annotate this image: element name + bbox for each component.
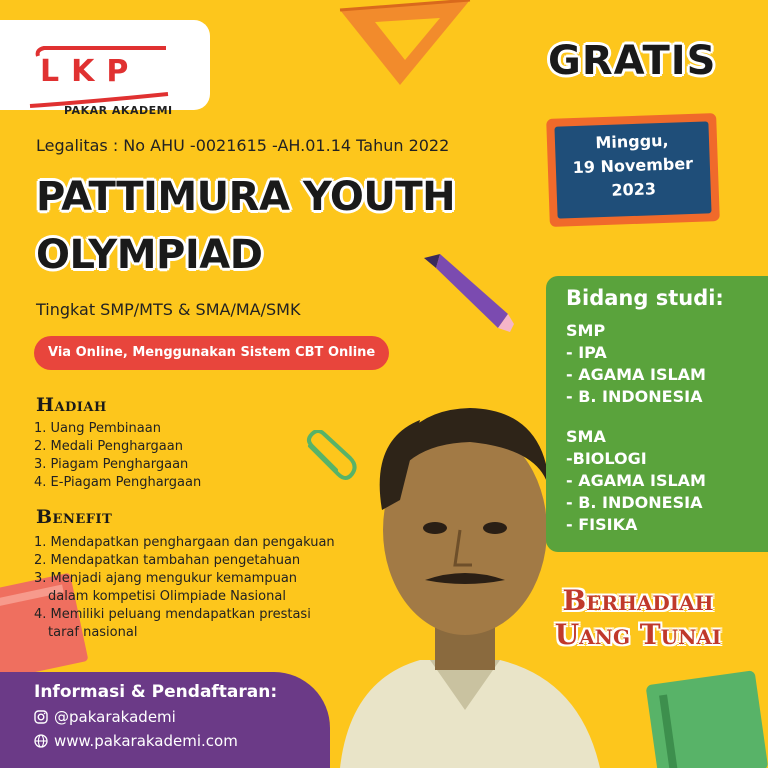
list-item: - B. INDONESIA — [566, 387, 703, 406]
cash-prize-line2: Uang Tunai — [554, 618, 722, 651]
list-item: - AGAMA ISLAM — [566, 365, 706, 384]
via-online-pill: Via Online, Menggunakan Sistem CBT Online — [34, 336, 389, 370]
hadiah-heading: Hadiah — [36, 394, 107, 416]
globe-icon — [34, 734, 48, 748]
list-item: - IPA — [566, 343, 607, 362]
info-title: Informasi & Pendaftaran: — [34, 682, 278, 702]
hadiah-list — [34, 420, 201, 492]
instagram-handle: @pakarakademi — [54, 708, 176, 726]
bidang-studi-panel — [546, 276, 768, 552]
date-date: 19 November — [572, 153, 694, 178]
list-item: -BIOLOGI — [566, 449, 647, 468]
website-link[interactable] — [34, 732, 238, 750]
event-title — [36, 168, 455, 284]
event-title-line1: PATTIMURA YOUTH — [36, 174, 456, 220]
list-item: 2. Mendapatkan tambahan pengetahuan — [34, 553, 301, 568]
legal-text: Legalitas : No AHU -0021615 -AH.01.14 Tahun 2022 — [36, 136, 450, 155]
spacer — [566, 408, 706, 426]
logo-subtitle: PAKAR AKADEMI — [64, 104, 173, 117]
list-item: - B. INDONESIA — [566, 493, 703, 512]
logo-letters — [40, 54, 134, 89]
list-item: 1. Uang Pembinaan — [34, 421, 161, 436]
benefit-heading: Benefit — [36, 506, 113, 528]
website-url: www.pakarakademi.com — [54, 732, 238, 750]
book-icon — [642, 668, 768, 768]
cash-prize-line1: Berhadiah — [562, 584, 714, 617]
list-item: - FISIKA — [566, 515, 638, 534]
cash-prize-label — [536, 584, 740, 652]
list-item: dalam kompetisi Olimpiade Nasional — [48, 589, 286, 604]
bidang-title: Bidang studi: — [566, 286, 724, 310]
list-item: 2. Medali Penghargaan — [34, 439, 183, 454]
list-item: 4. E-Piagam Penghargaan — [34, 475, 202, 490]
list-item: 3. Menjadi ajang mengukur kemampuan — [34, 571, 298, 586]
logo — [0, 20, 210, 117]
gratis-label: GRATIS — [548, 38, 717, 84]
list-item: 3. Piagam Penghargaan — [34, 457, 189, 472]
list-item: 1. Mendapatkan penghargaan dan pengakuan — [34, 535, 335, 550]
instagram-icon — [34, 710, 48, 724]
logo-letter: L — [40, 54, 66, 89]
date-year: 2023 — [611, 179, 657, 200]
triangle-ruler-icon — [330, 0, 480, 90]
logo-letter: P — [106, 54, 135, 89]
instagram-link[interactable] — [34, 708, 176, 726]
sma-label: SMA — [566, 427, 606, 446]
logo-letter: K — [71, 54, 101, 89]
date-board — [546, 113, 720, 227]
date-text — [554, 121, 711, 218]
list-item: - AGAMA ISLAM — [566, 471, 706, 490]
level-text: Tingkat SMP/MTS & SMA/MA/SMK — [36, 300, 301, 319]
list-item: taraf nasional — [48, 625, 138, 640]
smp-label: SMP — [566, 321, 606, 340]
bidang-list — [566, 320, 706, 536]
date-day: Minggu, — [595, 130, 669, 153]
event-title-line2: OLYMPIAD — [36, 232, 263, 278]
list-item: 4. Memiliki peluang mendapatkan prestasi — [34, 607, 311, 622]
info-panel — [0, 672, 330, 768]
